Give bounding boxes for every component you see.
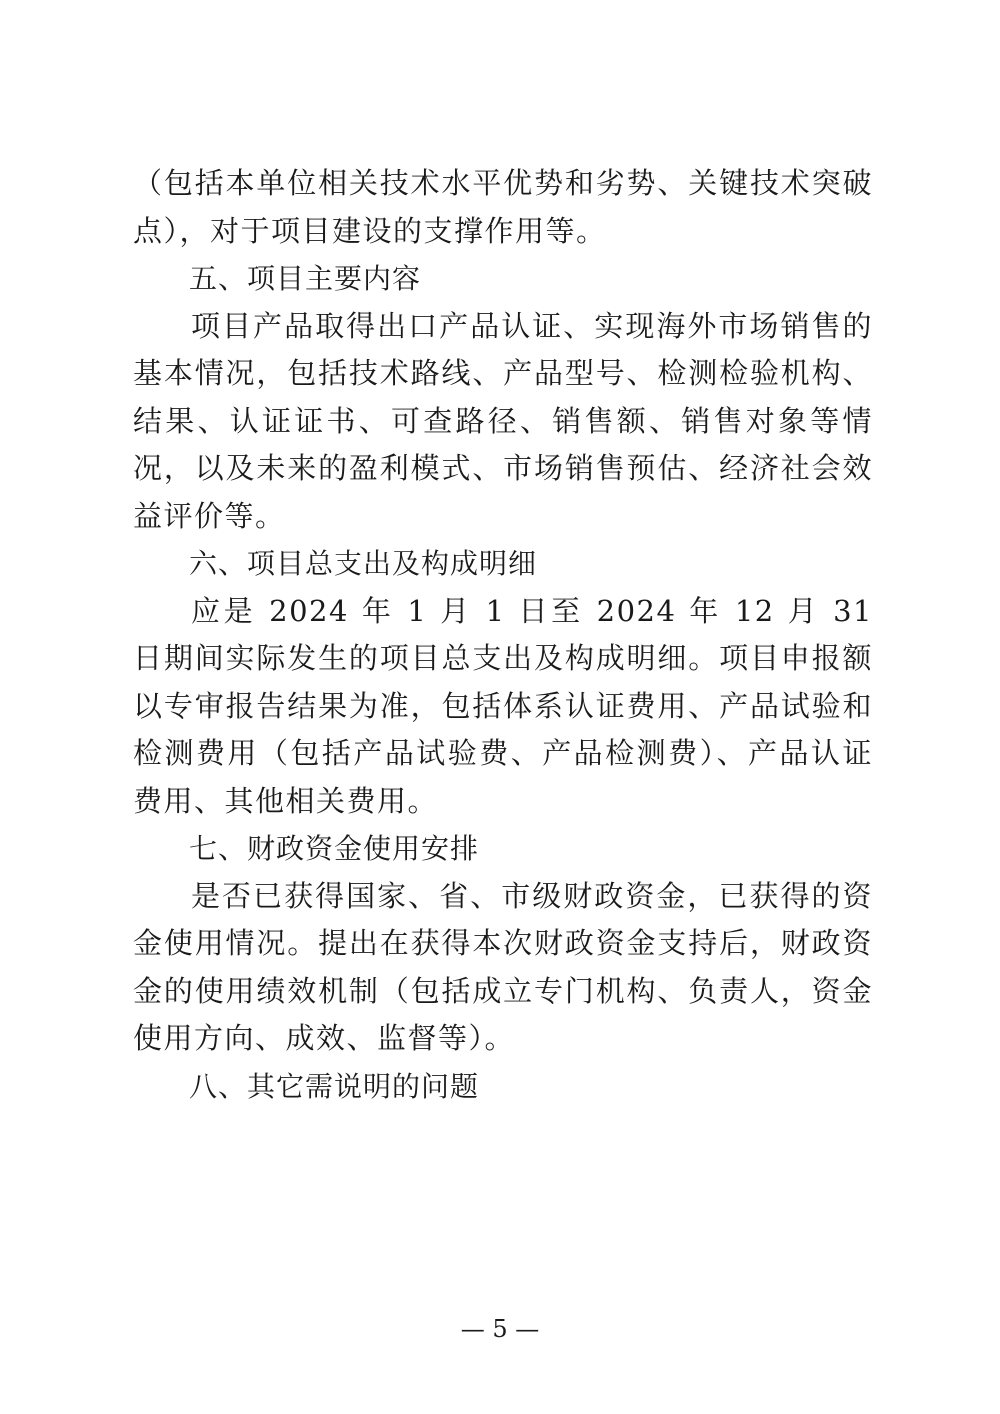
section-body-5: 项目产品取得出口产品认证、实现海外市场销售的基本情况，包括技术路线、产品型号、检测检验机构、结果、认证证书、可查路径、销售额、销售对象等情况，以及未来的盈利模式、市场销售预估、经济社会效益评价等。 [133, 308, 873, 533]
section-heading-6: 六、项目总支出及构成明细 [189, 547, 538, 580]
section-heading-7: 七、财政资金使用安排 [189, 832, 480, 865]
intro-paragraph: （包括本单位相关技术水平优势和劣势、关键技术突破点），对于项目建设的支撑作用等。 [133, 166, 873, 248]
section-heading-8: 八、其它需说明的问题 [189, 1069, 480, 1103]
section-body-6: 应是 2024 年 1 月 1 日至 2024 年 12 月 31 日期间实际发生的项目总支出及构成明细。项目申报额以专审报告结果为准，包括体系认证费用、产品试验和检测费用（包括产品试验费、产品检测费）、产品认证费用、其他相关费用。 [133, 593, 873, 818]
section-body-7: 是否已获得国家、省、市级财政资金，已获得的资金使用情况。提出在获得本次财政资金支持后，财政资金的使用绩效机制（包括成立专门机构、负责人，资金使用方向、成效、监督等）。 [133, 878, 873, 1055]
document-body [133, 160, 873, 1110]
page-number: — 5 — [460, 1315, 540, 1343]
section-heading-5: 五、项目主要内容 [189, 262, 422, 295]
